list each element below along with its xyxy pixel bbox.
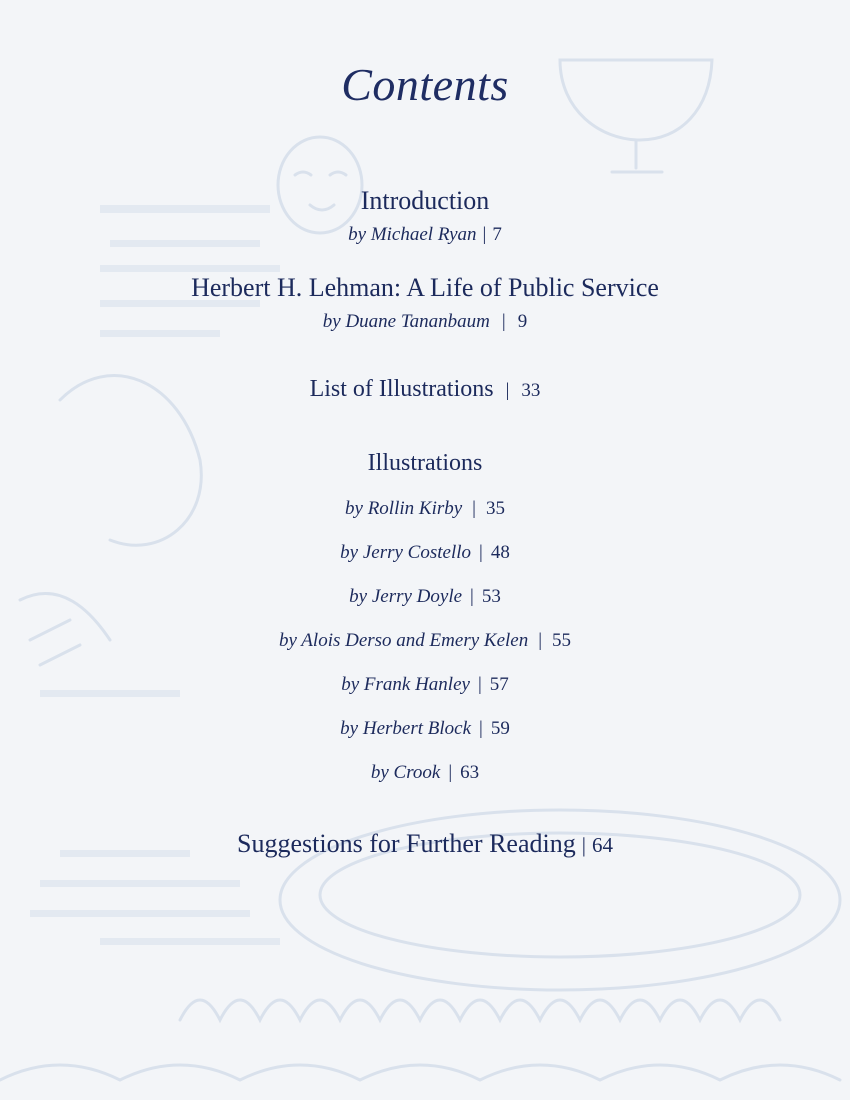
page-number: 9	[517, 311, 528, 332]
toc-illustration-item	[0, 498, 850, 520]
toc-illustration-item	[0, 762, 850, 784]
page-number: 55	[552, 630, 572, 651]
page-number: 33	[521, 380, 541, 401]
byline-text: by Alois Derso and Emery Kelen	[278, 630, 529, 651]
separator: |	[501, 311, 506, 332]
separator: |	[477, 674, 482, 695]
page-number: 59	[490, 718, 510, 739]
toc-entry-further-reading	[0, 829, 850, 859]
entry-title: List of Illustrations	[309, 376, 494, 402]
separator: |	[472, 498, 476, 519]
byline-text: by Duane Tananbaum	[322, 311, 490, 332]
toc-entry-illustrations-title: Illustrations	[367, 450, 483, 476]
byline-text: by Rollin Kirby	[345, 498, 463, 519]
separator: |	[505, 380, 510, 401]
page-number: 57	[489, 674, 509, 695]
toc-illustration-item	[0, 586, 850, 608]
separator: |	[581, 833, 586, 857]
byline-text: by Herbert Block	[340, 718, 472, 739]
page-number: 48	[490, 542, 510, 563]
toc-entry-introduction-byline	[0, 224, 850, 246]
toc-entry-lehman-title: Herbert H. Lehman: A Life of Public Service	[191, 273, 659, 302]
page-number: 7	[492, 224, 502, 245]
toc-illustration-item	[0, 542, 850, 564]
byline-text: by Jerry Costello	[340, 542, 472, 563]
entry-title: Suggestions for Further Reading	[237, 829, 576, 858]
toc-illustration-item	[0, 718, 850, 740]
byline-text: by Michael Ryan	[348, 224, 477, 245]
toc-illustration-item	[0, 674, 850, 696]
page-number: 35	[485, 498, 505, 519]
page-number: 53	[481, 586, 501, 607]
byline-text: by Frank Hanley	[341, 674, 470, 695]
toc-illustration-item	[0, 630, 850, 652]
page-title: Contents	[341, 59, 509, 110]
toc-entry-introduction-title: Introduction	[360, 186, 490, 215]
separator: |	[479, 718, 483, 739]
separator: |	[538, 630, 543, 651]
page-number: 64	[591, 833, 613, 857]
separator: |	[448, 762, 453, 783]
toc-entry-lehman-byline	[0, 311, 850, 333]
byline-text: by Jerry Doyle	[349, 586, 463, 607]
separator: |	[482, 224, 487, 245]
separator: |	[470, 586, 474, 607]
byline-text: by Crook	[370, 762, 441, 783]
page-number: 63	[460, 762, 480, 783]
toc-entry-list-of-illustrations	[0, 376, 850, 403]
separator: |	[479, 542, 483, 563]
